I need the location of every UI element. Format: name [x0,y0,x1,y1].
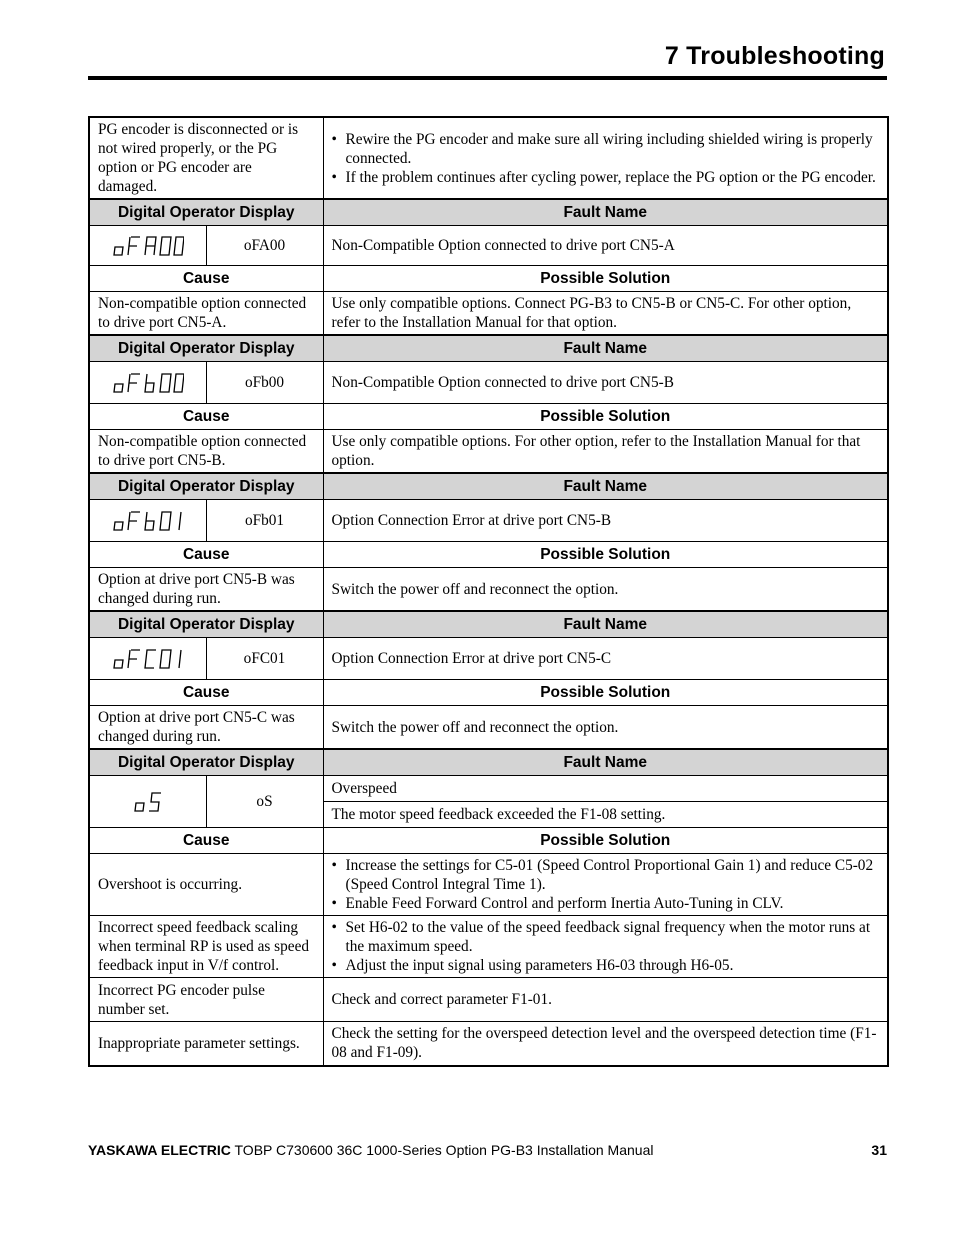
segment-display-oFb01-icon [112,510,184,532]
segment-display [89,226,206,266]
fault-code: oFb01 [206,500,323,542]
fault-header-row [89,473,888,500]
footer-document-title: TOBP C730600 36C 1000-Series Option PG-B3 Installation Manual [230,1142,654,1158]
fault-name: Overspeed [323,776,888,802]
fault-name-header: Fault Name [323,473,888,500]
fault-header-row [89,749,888,776]
segment-display-oFA00-icon [112,235,184,257]
solution-cell: Check and correct parameter F1-01. [323,978,888,1022]
solution-cell: Use only compatible options. For other option, refer to the Installation Manual for that option. [323,430,888,474]
table-row [89,706,888,750]
segment-display [89,362,206,404]
table-row [89,568,888,612]
cause-header: Cause [89,680,323,706]
solution-cell: Check the setting for the overspeed detection level and the overspeed detection time (F1-08 and F1-09). [323,1022,888,1066]
cause-header: Cause [89,542,323,568]
solution-header: Possible Solution [323,404,888,430]
display-header: Digital Operator Display [89,611,323,638]
display-header: Digital Operator Display [89,335,323,362]
fault-code: oS [206,776,323,828]
solution-header: Possible Solution [323,542,888,568]
fault-code: oFC01 [206,638,323,680]
fault-name-header: Fault Name [323,611,888,638]
solution-cell: Switch the power off and reconnect the option. [323,706,888,750]
fault-row [89,638,888,680]
fault-code: oFA00 [206,226,323,266]
cause-cell: PG encoder is disconnected or is not wired properly, or the PG option or PG encoder are damaged. [89,117,323,199]
cause-cell: Inappropriate parameter settings. [89,1022,323,1066]
table-row [89,916,888,978]
fault-header-row [89,335,888,362]
solution-bullet: • Enable Feed Forward Control and perform Inertia Auto-Tuning in CLV. [332,894,880,913]
footer-brand: YASKAWA ELECTRIC [88,1142,231,1158]
segment-display [89,638,206,680]
display-header: Digital Operator Display [89,473,323,500]
solution-bullet: • If the problem continues after cycling power, replace the PG option or the PG encoder. [332,168,880,187]
table-row [89,854,888,916]
cause-header-row [89,680,888,706]
fault-row [89,362,888,404]
page-title: 7 Troubleshooting [664,42,885,70]
fault-name: Non-Compatible Option connected to drive port CN5-B [323,362,888,404]
cause-header-row [89,828,888,854]
header-rule [88,76,887,80]
fault-name: Non-Compatible Option connected to drive port CN5-A [323,226,888,266]
solution-bullet: • Increase the settings for C5-01 (Speed Control Proportional Gain 1) and reduce C5-02 (Speed Control Integral Time 1). [332,856,880,894]
cause-cell: Overshoot is occurring. [89,854,323,916]
cause-cell: Option at drive port CN5-C was changed during run. [89,706,323,750]
troubleshooting-table [88,116,889,1067]
fault-name: Option Connection Error at drive port CN5-B [323,500,888,542]
fault-row [89,776,888,802]
table-row [89,978,888,1022]
cause-cell: Incorrect PG encoder pulse number set. [89,978,323,1022]
cause-header-row [89,266,888,292]
fault-header-row [89,611,888,638]
cause-header-row [89,542,888,568]
fault-header-row [89,199,888,226]
segment-display-oS-icon [133,791,163,813]
solution-bullet: • Adjust the input signal using parameters H6-03 through H6-05. [332,956,880,975]
cause-header: Cause [89,404,323,430]
solution-bullet: • Set H6-02 to the value of the speed feedback signal frequency when the motor runs at the maximum speed. [332,918,880,956]
segment-display [89,776,206,828]
fault-row [89,500,888,542]
table-row [89,1022,888,1066]
display-header: Digital Operator Display [89,749,323,776]
solution-cell [323,916,888,978]
segment-display [89,500,206,542]
cause-header-row [89,404,888,430]
segment-display-oFb00-icon [112,372,184,394]
cause-cell: Incorrect speed feedback scaling when terminal RP is used as speed feedback input in V/f control. [89,916,323,978]
cause-cell: Non-compatible option connected to drive port CN5-B. [89,430,323,474]
cause-header: Cause [89,266,323,292]
table-row [89,292,888,336]
solution-cell: Switch the power off and reconnect the option. [323,568,888,612]
fault-row [89,226,888,266]
solution-header: Possible Solution [323,828,888,854]
solution-header: Possible Solution [323,266,888,292]
solution-cell [323,117,888,199]
solution-bullet: • Rewire the PG encoder and make sure all wiring including shielded wiring is properly connected. [332,130,880,168]
cause-cell: Non-compatible option connected to drive port CN5-A. [89,292,323,336]
solution-cell: Use only compatible options. Connect PG-B3 to CN5-B or CN5-C. For other option, refer to the Installation Manual for that option. [323,292,888,336]
fault-name: Option Connection Error at drive port CN5-C [323,638,888,680]
table-row [89,430,888,474]
table-row [89,117,888,199]
cause-header: Cause [89,828,323,854]
solution-header: Possible Solution [323,680,888,706]
segment-display-oFC01-icon [112,648,184,670]
fault-description: The motor speed feedback exceeded the F1-08 setting. [323,802,888,828]
fault-name-header: Fault Name [323,199,888,226]
fault-code: oFb00 [206,362,323,404]
solution-cell [323,854,888,916]
fault-name-header: Fault Name [323,749,888,776]
display-header: Digital Operator Display [89,199,323,226]
page-number: 31 [871,1142,887,1158]
cause-cell: Option at drive port CN5-B was changed during run. [89,568,323,612]
page-footer [88,1142,887,1158]
fault-name-header: Fault Name [323,335,888,362]
